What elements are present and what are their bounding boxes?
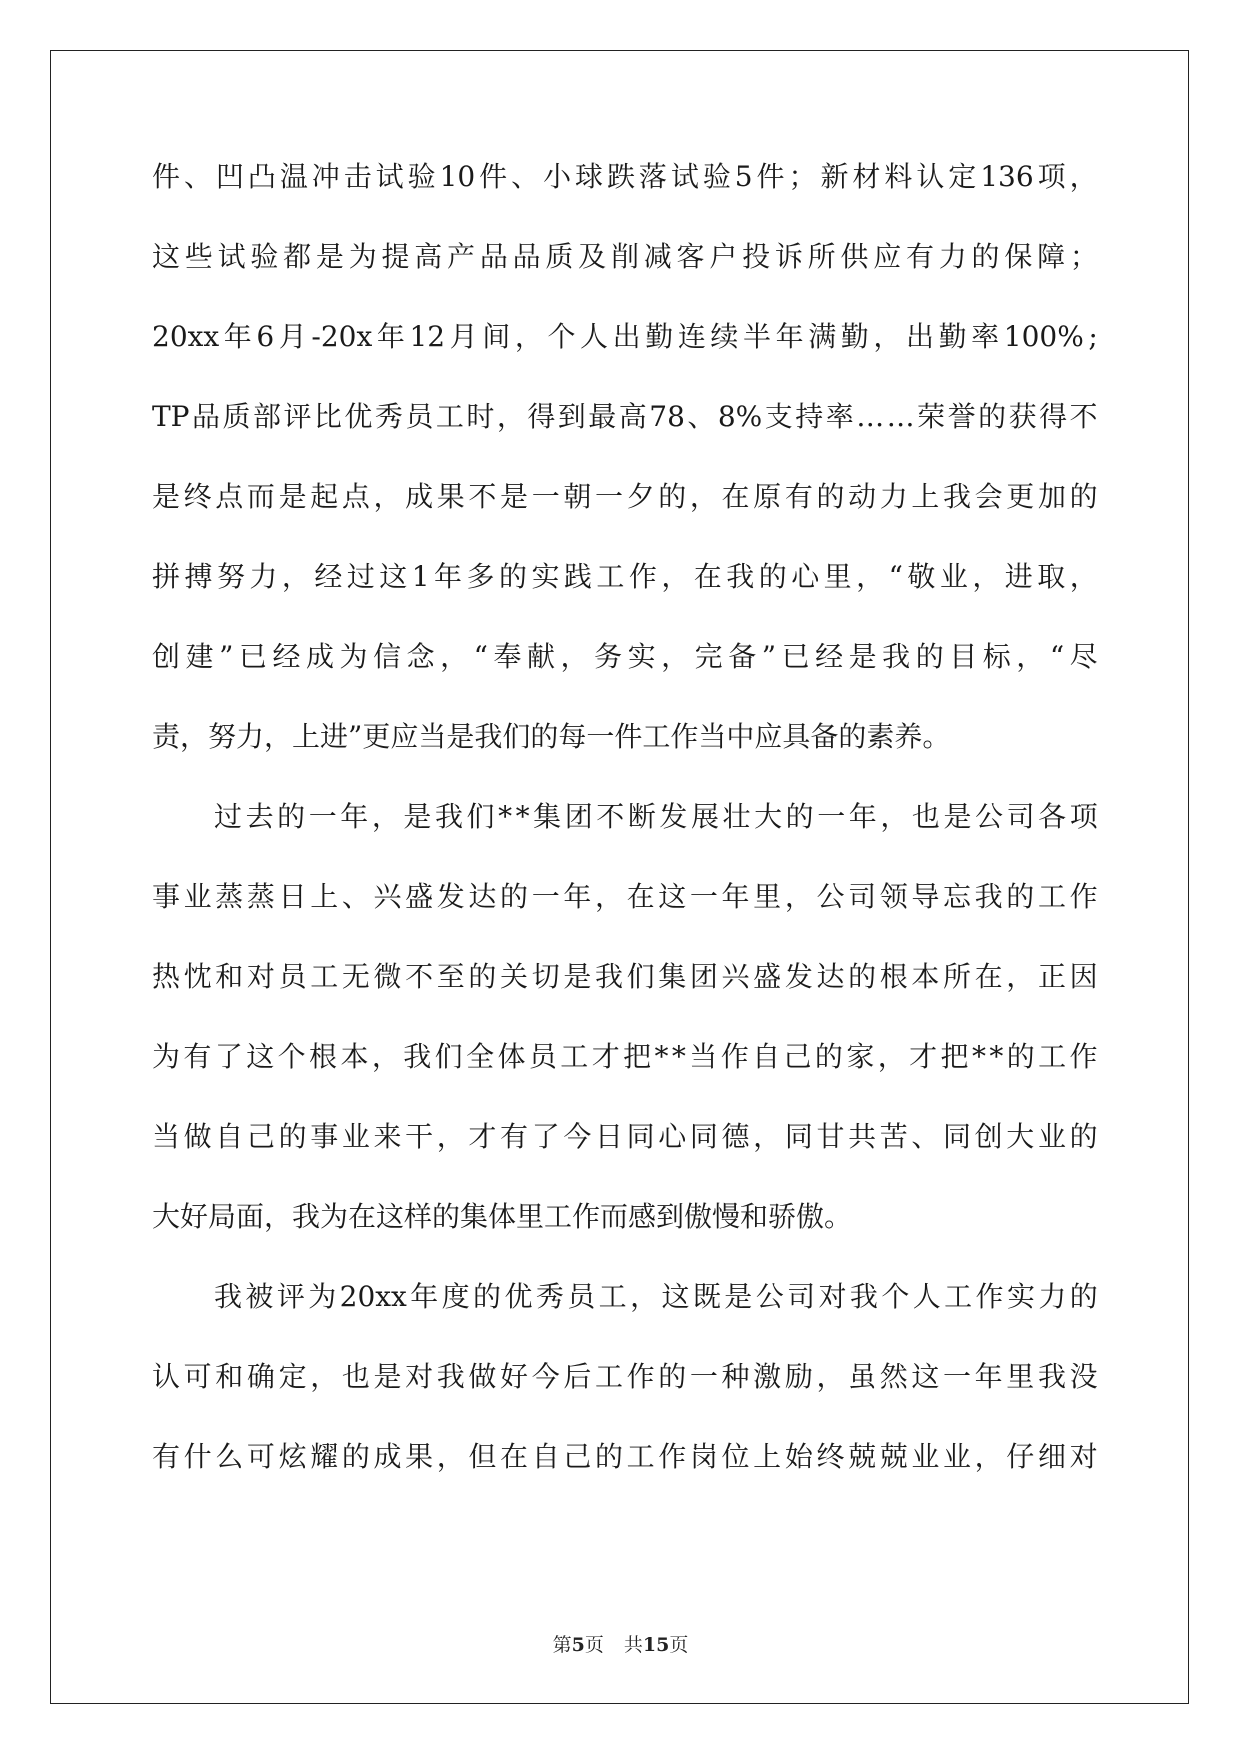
text-line: 当 做 自 己 的 事 业 来 干 ， 才 有 了 今 日 同 心 同 德 ， 同 甘 共 苦 、 同 创 大 业 的	[152, 1120, 1098, 1153]
text-line: 大好局面，我为在这样的集体里工作而感到傲慢和骄傲。	[152, 1200, 853, 1233]
text-line: 为 有 了 这 个 根 本 ， 我 们 全 体 员 工 才 把 * * 当 作 自 己 的 家 ， 才 把 * * 的 工 作	[152, 1040, 1098, 1073]
total-suffix: 页	[669, 1634, 689, 1656]
page-number: 5	[571, 1634, 585, 1656]
text-line: 是 终 点 而 是 起 点 ， 成 果 不 是 一 朝 一 夕 的 ， 在 原 有 的 动 力 上 我 会 更 加 的	[152, 480, 1098, 513]
text-line: 件 、 凹 凸 温 冲 击 试 验 10 件 、 小 球 跌 落 试 验 5 件 ； 新 材 料 认 定 136 项 ，	[152, 160, 1098, 193]
text-line: 过 去 的 一 年 ， 是 我 们 * * 集 团 不 断 发 展 壮 大 的 一 年 ， 也 是 公 司 各 项	[214, 800, 1098, 833]
text-line: TP 品 质 部 评 比 优 秀 员 工 时 ， 得 到 最 高 78 、 8% 支 持 率 … … 荣 誉 的 获 得 不	[152, 400, 1098, 433]
text-line: 热 忱 和 对 员 工 无 微 不 至 的 关 切 是 我 们 集 团 兴 盛 发 达 的 根 本 所 在 ， 正 因	[152, 960, 1098, 993]
text-line: 有 什 么 可 炫 耀 的 成 果 ， 但 在 自 己 的 工 作 岗 位 上 始 终 兢 兢 业 业 ， 仔 细 对	[152, 1440, 1098, 1473]
text-line: 这 些 试 验 都 是 为 提 高 产 品 品 质 及 削 减 客 户 投 诉 所 供 应 有 力 的 保 障 ；	[152, 240, 1098, 273]
page-suffix: 页	[584, 1634, 604, 1656]
text-line: 创 建 ” 已 经 成 为 信 念 ， “ 奉 献 ， 务 实 ， 完 备 ” 已 经 是 我 的 目 标 ， “ 尽	[152, 640, 1098, 673]
total-pages: 15	[642, 1634, 670, 1656]
text-line: 责，努力，上进”更应当是我们的每一件工作当中应具备的素养。	[152, 720, 951, 753]
page-footer	[0, 1630, 1241, 1657]
text-line: 事 业 蒸 蒸 日 上 、 兴 盛 发 达 的 一 年 ， 在 这 一 年 里 ， 公 司 领 导 忘 我 的 工 作	[152, 880, 1098, 913]
text-line: 认 可 和 确 定 ， 也 是 对 我 做 好 今 后 工 作 的 一 种 激 励 ， 虽 然 这 一 年 里 我 没	[152, 1360, 1098, 1393]
body-text	[152, 160, 1098, 1520]
page-prefix: 第	[552, 1634, 572, 1656]
total-prefix: 共	[623, 1634, 643, 1656]
text-line: 20xx 年 6 月 -20x 年 12 月 间 ， 个 人 出 勤 连 续 半 年 满 勤 ， 出 勤 率 100% ;	[152, 320, 1098, 353]
text-line: 我 被 评 为 20xx 年 度 的 优 秀 员 工 ， 这 既 是 公 司 对 我 个 人 工 作 实 力 的	[214, 1280, 1098, 1313]
text-line: 拼 搏 努 力 ， 经 过 这 1 年 多 的 实 践 工 作 ， 在 我 的 心 里 ， “ 敬 业 ， 进 取 ，	[152, 560, 1098, 593]
